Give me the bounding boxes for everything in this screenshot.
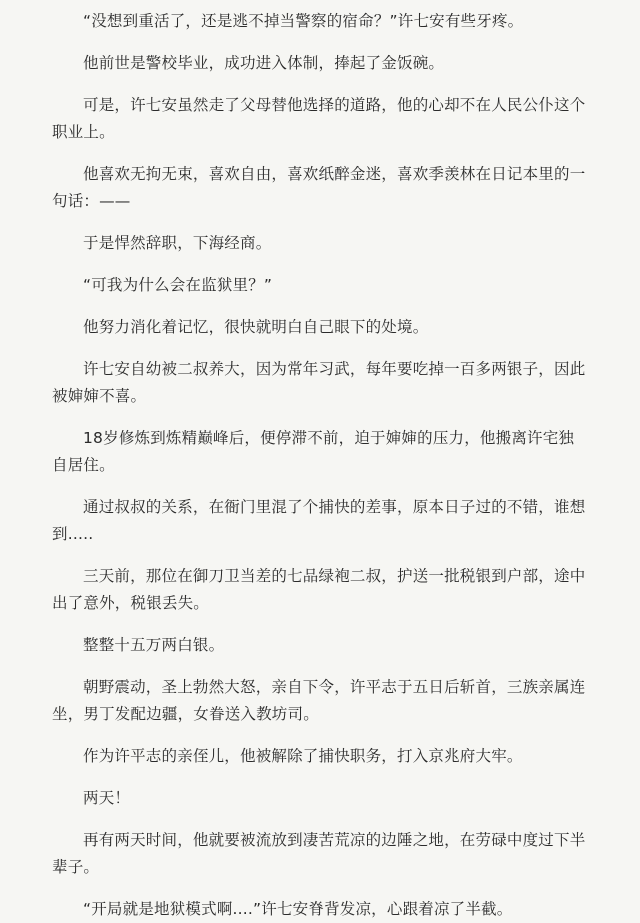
paragraph-13: 朝野震动，圣上勃然大怒，亲自下令，许平志于五日后斩首，三族亲属连坐，男丁发配边疆，女眷送入教坊司。: [52, 678, 586, 723]
paragraph-11: 三天前，那位在御刀卫当差的七品绿袍二叔，护送一批税银到户部，途中出了意外，税银丢失。: [52, 567, 586, 612]
paragraph-15: 两天！: [83, 789, 131, 807]
paragraph-1: “没想到重活了，还是逃不掉当警察的宿命？”许七安有些牙疼。: [83, 12, 524, 30]
paragraph-9: 18岁修炼到炼精巅峰后，便停滞不前，迫于婶婶的压力，他搬离许宅独自居住。: [52, 429, 575, 474]
paragraph-17: “开局就是地狱模式啊....”许七安脊背发凉，心跟着凉了半截。: [83, 900, 513, 918]
paragraph-16: 再有两天时间，他就要被流放到凄苦荒凉的边陲之地，在劳碌中度过下半辈子。: [52, 831, 586, 876]
paragraph-14: 作为许平志的亲侄儿，他被解除了捕快职务，打入京兆府大牢。: [83, 747, 523, 765]
paragraph-6: “可我为什么会在监狱里？”: [83, 276, 273, 294]
paragraph-7: 他努力消化着记忆，很快就明白自己眼下的处境。: [83, 318, 429, 336]
paragraph-5: 于是悍然辞职，下海经商。: [83, 234, 272, 252]
paragraph-2: 他前世是警校毕业，成功进入体制，捧起了金饭碗。: [83, 54, 445, 72]
paragraph-3: 可是，许七安虽然走了父母替他选择的道路，他的心却不在人民公仆这个职业上。: [52, 96, 586, 141]
paragraph-8: 许七安自幼被二叔养大，因为常年习武，每年要吃掉一百多两银子，因此被婶婶不喜。: [52, 360, 586, 405]
paragraph-4: 他喜欢无拘无束，喜欢自由，喜欢纸醉金迷，喜欢季羡林在日记本里的一句话：——: [52, 165, 586, 210]
paragraph-12: 整整十五万两白银。: [83, 636, 225, 654]
paragraph-10: 通过叔叔的关系，在衙门里混了个捕快的差事，原本日子过的不错，谁想到.....: [52, 498, 586, 543]
